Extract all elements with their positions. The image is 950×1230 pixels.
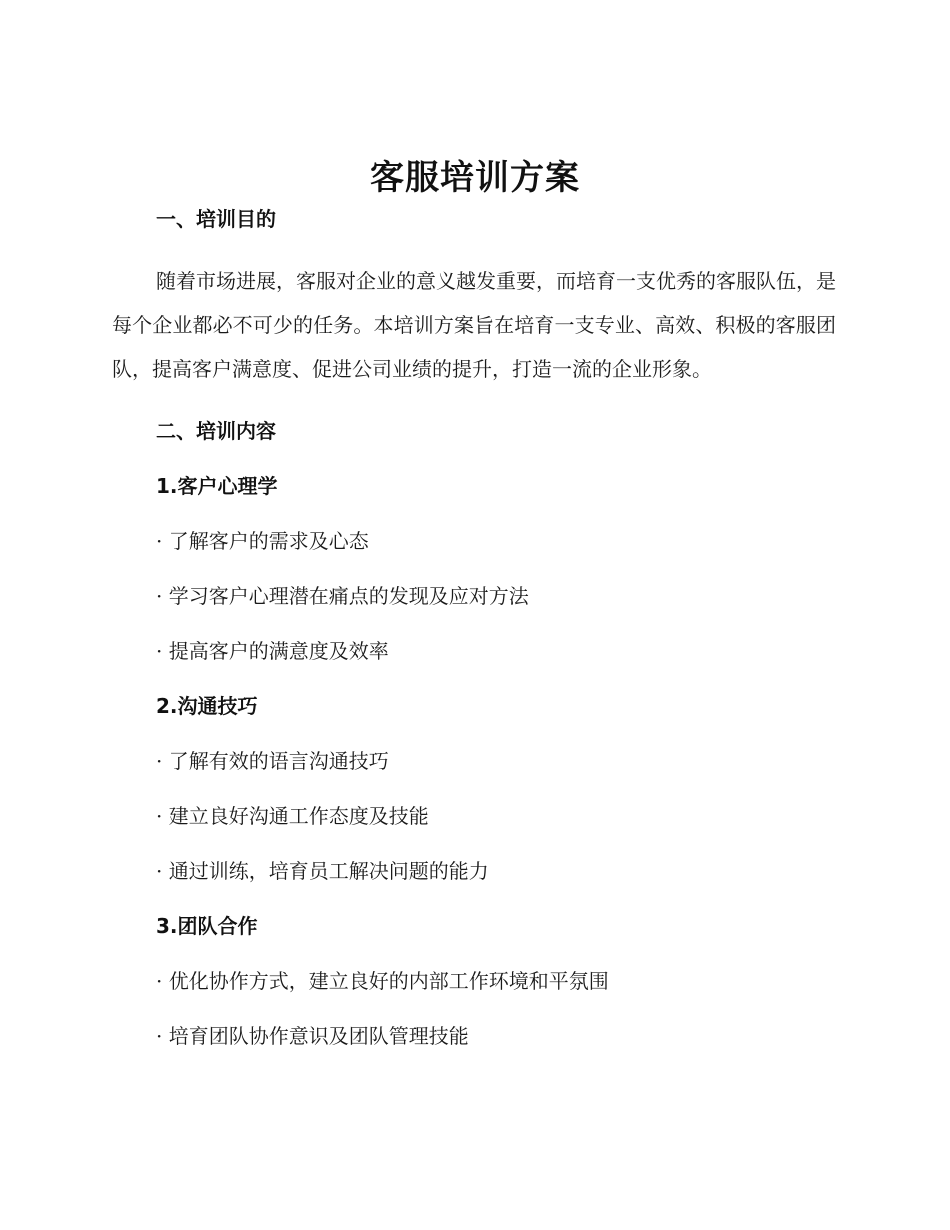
list-item: · 了解客户的需求及心态 [156, 529, 369, 553]
purpose-paragraph: 随着市场进展，客服对企业的意义越发重要，而培育一支优秀的客服队伍，是每个企业都必不可少的任务。本培训方案旨在培育一支专业、高效、积极的客服团队，提高客户满意度、促进公司业绩的提升，打造一流的企业形象。 [112, 269, 836, 381]
list-item: · 学习客户心理潜在痛点的发现及应对方法 [156, 584, 529, 608]
document-body [112, 204, 836, 1051]
list-item: · 优化协作方式，建立良好的内部工作环境和平氛围 [156, 969, 609, 993]
list-item: · 通过训练，培育员工解决问题的能力 [156, 859, 489, 883]
subsection-heading-customer-psychology: 1.客户心理学 [156, 474, 278, 498]
list-item: · 建立良好沟通工作态度及技能 [156, 804, 429, 828]
document-title: 客服培训方案 [370, 158, 580, 198]
list-item: · 培育团队协作意识及团队管理技能 [156, 1024, 469, 1048]
subsection-heading-communication: 2.沟通技巧 [156, 694, 258, 718]
list-item: · 提高客户的满意度及效率 [156, 639, 389, 663]
subsection-heading-teamwork: 3.团队合作 [156, 914, 258, 938]
section-heading-content: 二、培训内容 [156, 419, 276, 443]
section-heading-purpose: 一、培训目的 [156, 207, 276, 231]
list-item: · 了解有效的语言沟通技巧 [156, 749, 389, 773]
